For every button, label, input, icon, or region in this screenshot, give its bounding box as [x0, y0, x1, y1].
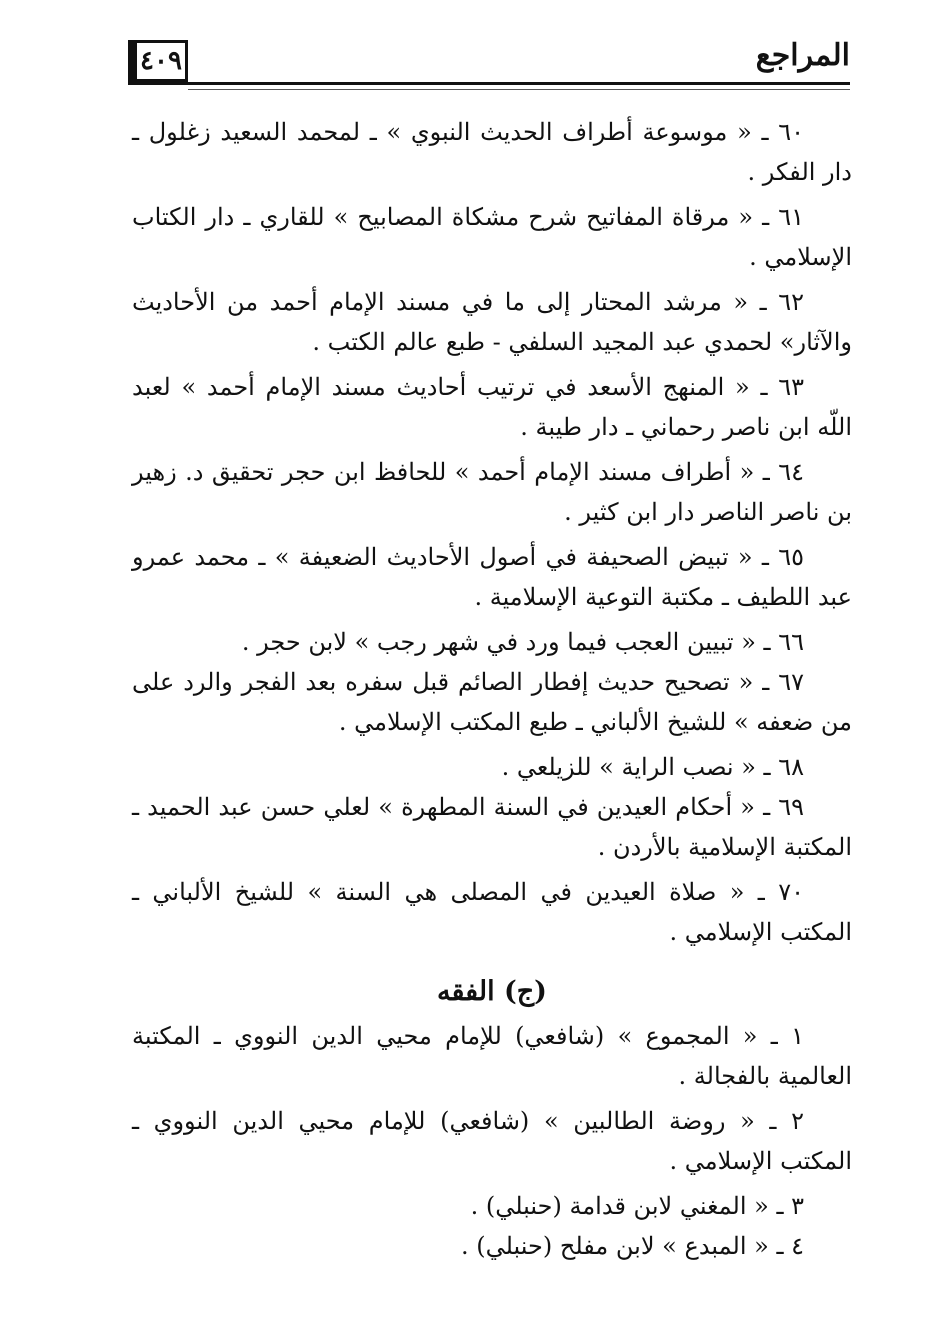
- reference-entry-68: ٦٨ ـ « نصب الراية » للزيلعي .: [501, 753, 804, 781]
- reference-entry-64: ٦٤ ـ « أطراف مسند الإمام أحمد » للحافظ ابن حجر تحقيق د. زهير بن ناصر الناصر دار ابن كثير .: [132, 458, 852, 526]
- references-body: [132, 112, 852, 1266]
- reference-entry-66: ٦٦ ـ « تبيين العجب فيما ورد في شهر رجب » لابن حجر .: [241, 628, 804, 656]
- reference-entry-67: ٦٧ ـ « تصحيح حديث إفطار الصائم قبل سفره بعد الفجر والرد على من ضعفه » للشيخ الألباني ـ طبع المكتب الإسلامي .: [132, 668, 852, 736]
- fiqh-entry-1: ١ ـ « المجموع » (شافعي) للإمام محيي الدين النووي ـ المكتبة العالمية بالفجالة .: [132, 1022, 852, 1090]
- fiqh-entry-3: ٣ ـ « المغني لابن قدامة (حنبلي) .: [470, 1192, 804, 1220]
- reference-entry-60: ٦٠ ـ « موسوعة أطراف الحديث النبوي » ـ لمحمد السعيد زغلول ـ دار الفكر .: [132, 118, 852, 186]
- header-divider-thin: [188, 89, 850, 90]
- running-header-title: المراجع: [755, 38, 850, 73]
- reference-entry-61: ٦١ ـ « مرقاة المفاتيح شرح مشكاة المصابيح » للقاري ـ دار الكتاب الإسلامي .: [132, 203, 852, 271]
- fiqh-entry-4: ٤ ـ « المبدع » لابن مفلح (حنبلي) .: [460, 1232, 804, 1260]
- reference-entry-69: ٦٩ ـ « أحكام العيدين في السنة المطهرة » لعلي حسن عبد الحميد ـ المكتبة الإسلامية بالأردن .: [132, 793, 852, 861]
- header-divider: [128, 82, 850, 85]
- page-number: ٤٠٩: [128, 40, 188, 82]
- reference-entry-62: ٦٢ ـ « مرشد المحتار إلى ما في مسند الإمام أحمد من الأحاديث والآثار» لحمدي عبد المجيد السلفي - طبع عالم الكتب .: [132, 288, 852, 356]
- section-heading-fiqh: (ج) الفقه: [437, 976, 547, 1007]
- reference-entry-63: ٦٣ ـ « المنهج الأسعد في ترتيب أحاديث مسند الإمام أحمد » لعبد اللّه ابن ناصر رحماني ـ دار طيبة .: [132, 373, 852, 441]
- reference-entry-65: ٦٥ ـ « تبيض الصحيفة في أصول الأحاديث الضعيفة » ـ محمد عمرو عبد اللطيف ـ مكتبة التوعية الإسلامية .: [132, 543, 852, 611]
- fiqh-entry-2: ٢ ـ « روضة الطالبين » (شافعي) للإمام محيي الدين النووي ـ المكتب الإسلامي .: [132, 1107, 852, 1175]
- reference-entry-70: ٧٠ ـ « صلاة العيدين في المصلى هي السنة » للشيخ الألباني ـ المكتب الإسلامي .: [132, 878, 852, 946]
